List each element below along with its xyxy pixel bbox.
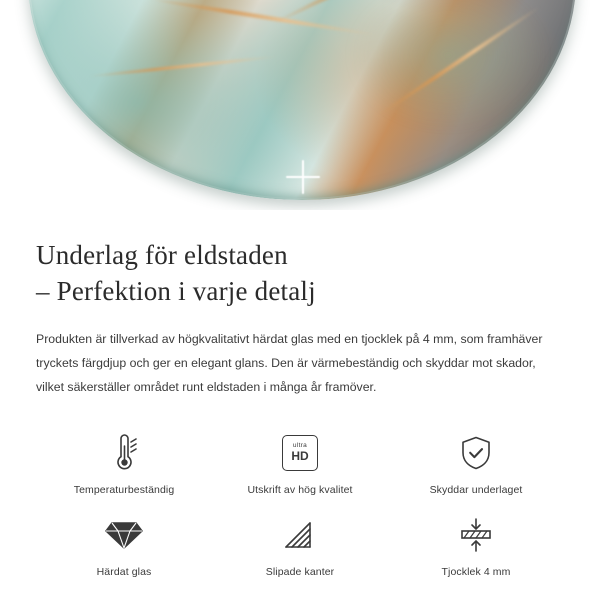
page-title [36, 238, 564, 310]
feature-label: Tjocklek 4 mm [441, 565, 511, 578]
feature-label: Härdat glas [96, 565, 152, 578]
feature-label: Temperaturbeständig [73, 483, 175, 496]
ultra-hd-badge-bottom: HD [291, 449, 309, 464]
feature-item-print-quality [212, 430, 388, 496]
feature-item-polished-edges [212, 512, 388, 578]
ultra-hd-icon [282, 430, 318, 476]
hero-image [0, 0, 600, 210]
feature-item-temperature [36, 430, 212, 496]
thermometer-icon [104, 430, 144, 476]
feature-label: Skyddar underlaget [429, 483, 523, 496]
ultra-hd-badge-top: ultra [292, 441, 308, 449]
headline-line-1: Underlag för eldstaden [36, 240, 288, 270]
feature-grid [36, 430, 564, 578]
round-glass-product-image [28, 0, 576, 200]
thickness-icon [456, 512, 496, 558]
content-area [0, 238, 600, 578]
feature-item-thickness [388, 512, 564, 578]
shield-check-icon [457, 430, 495, 476]
headline-line-2: – Perfektion i varje detalj [36, 275, 316, 306]
diamond-icon [104, 512, 144, 558]
feature-label: Utskrift av hög kvalitet [247, 483, 353, 496]
feature-item-tempered-glass [36, 512, 212, 578]
polished-edges-icon [281, 512, 319, 558]
feature-label: Slipade kanter [265, 565, 335, 578]
gold-vein [88, 55, 277, 78]
gold-vein [149, 0, 377, 37]
feature-item-protection [388, 430, 564, 496]
description-paragraph: Produkten är tillverkad av högkvalitativt härdat glas med en tjocklek på 4 mm, som framhäver tryckets färgdjup och ger en elegant glans. Den är värmebeständig och skyddar mot skador, vilket säkerställer området runt eldstaden i många år framöver. [36, 331, 543, 394]
